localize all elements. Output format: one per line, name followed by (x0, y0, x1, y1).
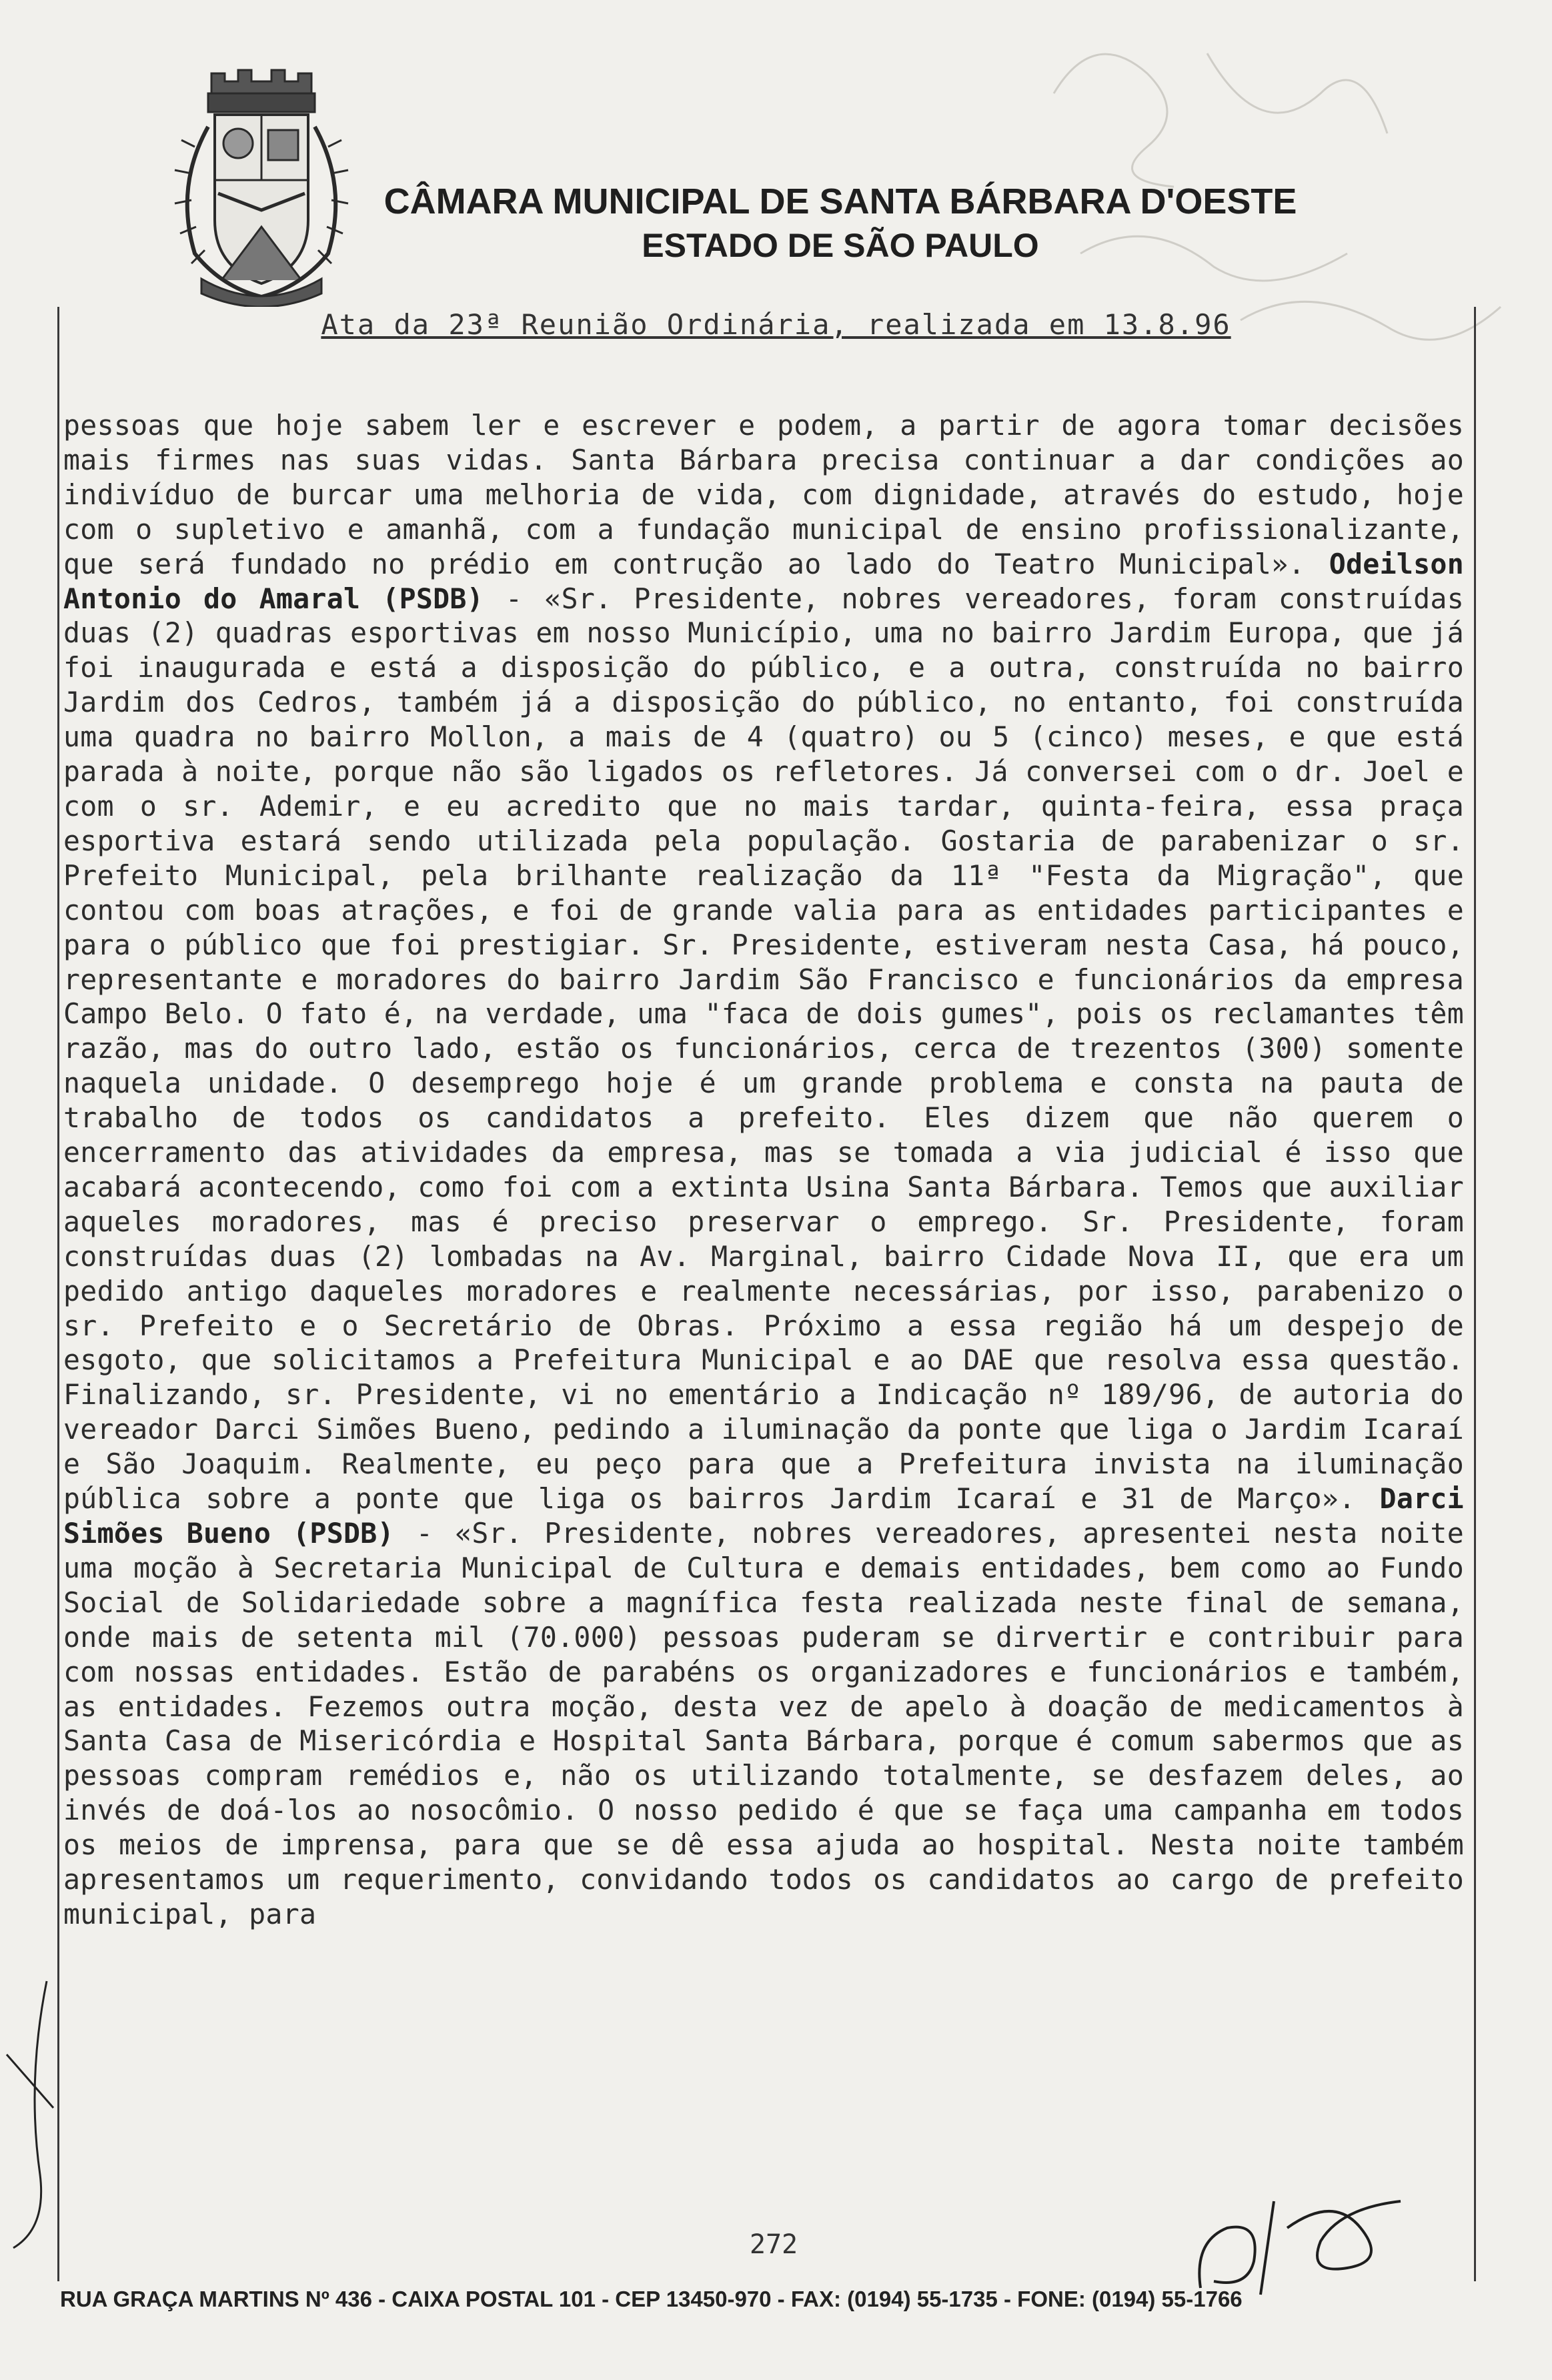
paragraph-3: - «Sr. Presidente, nobres vereadores, apresentei nesta noite uma moção à Secretaria Municipal de Cultura e demais entidades, bem como ao Fundo Social de Solidariedade sobre a magnífica festa realizada neste final de semana, onde mais de setenta mil (70.000) pessoas puderam se dirvertir e contribuir para com nossas entidades. Estão de parabéns os organizadores e funcionários e também, as entidades. Fezemos outra moção, desta vez de apelo à doação de medicamentos à Santa Casa de Misericórdia e Hospital Santa Bárbara, porque é comum sabermos que as pessoas compram remédios e, não os utilizando totalmente, se desfazem deles, ao invés de doá-los ao nosocômio. O nosso pedido é que se faça uma campanha em todos os meios de imprensa, para que se dê essa ajuda ao hospital. Nesta noite também apresentamos um requerimento, convidando todos os candidatos ao cargo de prefeito municipal, para (63, 1517, 1464, 1930)
speaker-darci: Darci Simões Bueno (PSDB) (63, 1482, 1464, 1550)
state-name: ESTADO DE SÃO PAULO (642, 227, 1039, 264)
footer-address: RUA GRAÇA MARTINS Nº 436 - CAIXA POSTAL 101 - CEP 13450-970 - FAX: (0194) 55-1735 - FONE: (0194) 55-1766 (60, 2287, 1243, 2311)
paragraph-1: pessoas que hoje sabem ler e escrever e podem, a partir de agora tomar decisões mais firmes nas suas vidas. Santa Bárbara precisa continuar a dar condições ao indivíduo de burcar uma melhoria de vida, com dignidade, através do estudo, hoje com o supletivo e amanhã, com a fundação municipal de ensino profissionalizante, que será fundado no prédio em contrução ao lado do Teatro Municipal». (63, 409, 1464, 580)
minutes-body (63, 408, 1464, 1932)
speaker-odeilson: Odeilson Antonio do Amaral (PSDB) (63, 547, 1464, 615)
coat-of-arms-icon (155, 67, 368, 307)
minutes-title: Ata da 23ª Reunião Ordinária, realizada em 13.8.96 (321, 308, 1231, 341)
page-number: 272 (749, 2229, 798, 2260)
institution-name: CÂMARA MUNICIPAL DE SANTA BÁRBARA D'OESTE (383, 181, 1297, 221)
margin-signature-icon (0, 1974, 60, 2255)
paragraph-2: - «Sr. Presidente, nobres vereadores, foram construídas duas (2) quadras esportivas em nosso Município, uma no bairro Jardim Europa, que já foi inaugurada e está a disposição do público, e a outra, construída no bairro Jardim dos Cedros, também já a disposição do público, no entanto, foi construída uma quadra no bairro Mollon, a mais de 4 (quatro) ou 5 (cinco) meses, e que está parada à noite, porque não são ligados os refletores. Já conversei com o dr. Joel e com o sr. Ademir, e eu acredito que no mais tardar, quinta-feira, essa praça esportiva estará sendo utilizada pela população. Gostaria de parabenizar o sr. Prefeito Municipal, pela brilhante realização da 11ª "Festa da Migração", que contou com boas atrações, e foi de grande valia para as entidades participantes e para o público que foi prestigiar. Sr. Presidente, estiveram nesta Casa, há pouco, representante e moradores do bairro Jardim São Francisco e funcionários da empresa Campo Belo. O fato é, na verdade, uma "faca de dois gumes", pois os reclamantes têm razão, mas do outro lado, estão os funcionários, cerca de trezentos (300) somente naquela unidade. O desemprego hoje é um grande problema e consta na pauta de trabalho de todos os candidatos a prefeito. Eles dizem que não querem o encerramento das atividades da empresa, mas se tomada a via judicial é isso que acabará acontecendo, como foi com a extinta Usina Santa Bárbara. Temos que auxiliar aqueles moradores, mas é preciso preservar o emprego. Sr. Presidente, foram construídas duas (2) lombadas na Av. Marginal, bairro Cidade Nova II, que era um pedido antigo daqueles moradores e realmente necessárias, por isso, parabenizo o sr. Prefeito e o Secretário de Obras. Próximo a essa região há um despejo de esgoto, que solicitamos a Prefeitura Municipal e ao DAE que resolva essa questão. Finalizando, sr. Presidente, vi no ementário a Indicação nº 189/96, de autoria do vereador Darci Simões Bueno, pedindo a iluminação da ponte que liga o Jardim Icaraí e São Joaquim. Realmente, eu peço para que a Prefeitura invista na iluminação pública sobre a ponte que liga os bairros Jardim Icaraí e 31 de Março». (63, 582, 1464, 1516)
handwritten-initials-icon (1187, 2188, 1427, 2301)
right-margin-rule (1474, 307, 1476, 2281)
